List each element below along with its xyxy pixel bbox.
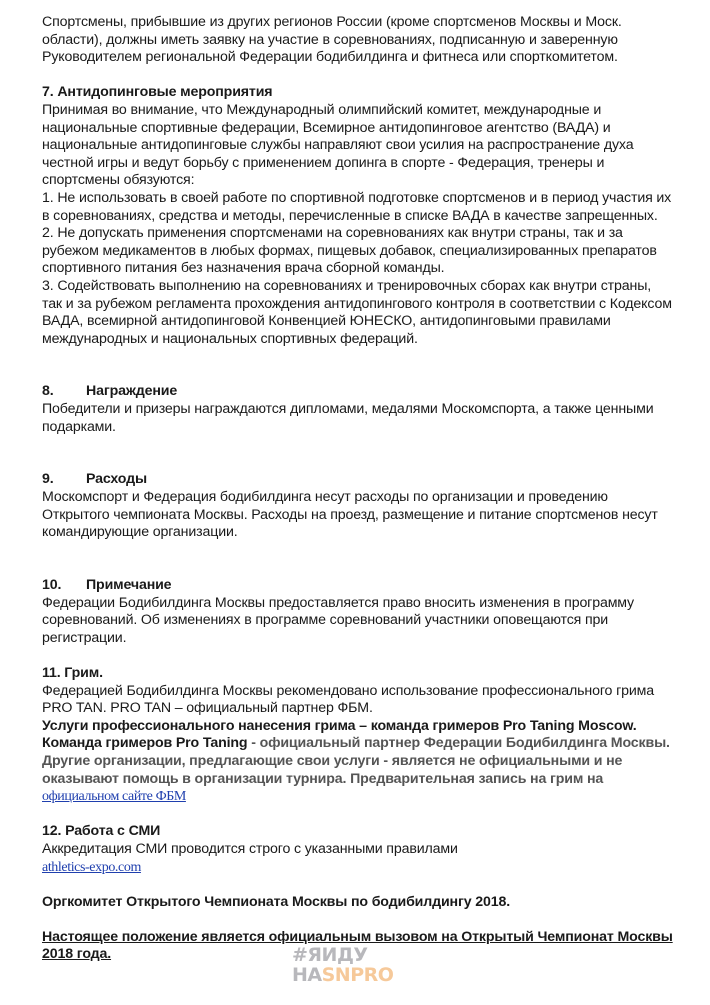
official-call-line: Настоящее положение является официальным вызовом на Открытый Чемпионат Москвы <box>42 928 673 945</box>
paragraph-line: Федерации Бодибилдинга Москвы предоставляется право вносить изменения в программу <box>42 594 635 611</box>
list-item-line: спортивного питания без назначения врача сборной команды. <box>42 260 445 277</box>
makeup-partner-line <box>42 735 702 753</box>
section-expenses <box>42 454 702 542</box>
section-title: Расходы <box>86 471 147 488</box>
list-item-line: 3. Содействовать выполнению на соревнованиях и тренировочных сборах как внутри страны, <box>42 277 652 294</box>
section-heading: 7. Антидопинговые мероприятия <box>42 84 273 101</box>
list-item <box>42 278 702 348</box>
paragraph-line: регистрации. <box>42 629 127 646</box>
section-antidoping <box>42 84 702 348</box>
section-heading <box>42 454 702 489</box>
paragraph-line: национальные антидопинговые службы направляют свои усилия на распространение духа <box>42 137 634 154</box>
paragraph-line: спортсмены обязуются: <box>42 172 195 189</box>
paragraph-line: командирующие организации. <box>42 524 238 541</box>
paragraph-line: национальные спортивные федерации, Всемирное антидопинговое агентство (ВАДА) и <box>42 119 611 136</box>
section-note <box>42 559 702 647</box>
intro-line: Спортсмены, прибывшие из других регионов России (кроме спортсменов Москвы и Моск. <box>42 14 622 30</box>
list-item <box>42 225 702 278</box>
list-item-line: международных и национальных спортивных федераций. <box>42 330 418 347</box>
section-heading: 11. Грим. <box>42 664 103 681</box>
orgcommittee-block <box>42 894 702 912</box>
paragraph-line: подарками. <box>42 418 116 435</box>
list-item-line: 1. Не использовать в своей работе по спортивной подготовке спортсменов и в период участия их <box>42 189 672 206</box>
orgcommittee-line: Оргкомитет Открытого Чемпионата Москвы по бодибилдингу 2018. <box>42 893 511 910</box>
makeup-team-name: Команда гримеров Pro Taning <box>42 735 248 752</box>
section-number: 10. <box>42 577 62 593</box>
paragraph-line: Открытого чемпионата Москвы. Расходы на проезд, размещение и питание спортсменов несут <box>42 506 658 523</box>
section-media <box>42 823 702 876</box>
watermark-brand <box>292 965 393 985</box>
athletics-expo-link[interactable]: athletics-expo.com <box>42 859 141 875</box>
list-item-line: рубежом медикаментов в любых формах, пищевых добавок, специализированных препаратов <box>42 242 657 259</box>
watermark-brand-grey: НА <box>292 964 322 986</box>
grey-line: Другие организации, предлагающие свои услуги - является не официальными и не <box>42 752 623 769</box>
intro-line: области), должны иметь заявку на участие в соревнованиях, подписанную и заверенную <box>42 31 618 48</box>
section-heading <box>42 366 702 401</box>
paragraph-line: Принимая во внимание, что Международный олимпийский комитет, международные и <box>42 101 602 118</box>
paragraph-line: соревнований. Об изменениях в программе соревнований участники оповещаются при <box>42 612 609 629</box>
paragraph-line: Москомспорт и Федерация бодибилдинга несут расходы по организации и проведению <box>42 489 608 506</box>
document-page <box>42 14 702 964</box>
paragraph-line: Аккредитация СМИ проводится строго с указанными правилами <box>42 840 458 857</box>
watermark-brand-orange: SNPRO <box>321 964 394 986</box>
list-item-line: 2. Не допускать применения спортсменами на соревнованиях как внутри страны, так и за <box>42 225 623 242</box>
makeup-services-line: Услуги профессионального нанесения грима – команда гримеров Pro Taning Moscow. <box>42 717 637 734</box>
list-item <box>42 190 702 225</box>
list-item-line: ВАДА, всемирной антидопинговой Конвенцией ЮНЕСКО, антидопинговыми правилами <box>42 313 611 330</box>
watermark-hashtag: #ЯИДУ <box>292 944 368 966</box>
section-number: 9. <box>42 471 54 488</box>
snpro-watermark-logo <box>292 945 393 985</box>
paragraph-line: Федерацией Бодибилдинга Москвы рекомендовано использование профессионального грима <box>42 682 654 699</box>
section-title: Примечание <box>86 577 172 593</box>
section-title: Награждение <box>86 383 178 400</box>
section-awards <box>42 366 702 436</box>
paragraph-line: PRO TAN. PRO TAN – официальный партнер ФБМ. <box>42 700 373 717</box>
section-heading: 12. Работа с СМИ <box>42 823 161 840</box>
section-makeup <box>42 665 702 806</box>
intro-paragraph <box>42 14 702 67</box>
grey-line: оказывают помощь в организации турнира. Предварительная запись на грим на <box>42 770 604 787</box>
list-item-line: в соревнованиях, средства и методы, перечисленные в списке ВАДА в качестве запрещенных. <box>42 207 658 224</box>
fbm-official-site-link[interactable]: официальном сайте ФБМ <box>42 789 186 805</box>
intro-line: Руководителем региональной Федерации бодибилдинга и фитнеса или спорткомитетом. <box>42 49 618 66</box>
paragraph-line: Победители и призеры награждаются дипломами, медалями Москомспорта, а также ценными <box>42 401 654 418</box>
section-number: 8. <box>42 383 54 400</box>
official-call-line: 2018 года. <box>42 946 112 963</box>
makeup-partner-text: - официальный партнер Федерации Бодибилдинга Москвы. <box>247 735 670 752</box>
section-heading <box>42 559 702 594</box>
list-item-line: так и за рубежом регламента прохождения антидопингового контроля в соответствии с Кодексом <box>42 295 672 312</box>
paragraph-line: честной игры и ведут борьбу с применением допинга в спорте - Федерация, тренеры и <box>42 154 605 171</box>
